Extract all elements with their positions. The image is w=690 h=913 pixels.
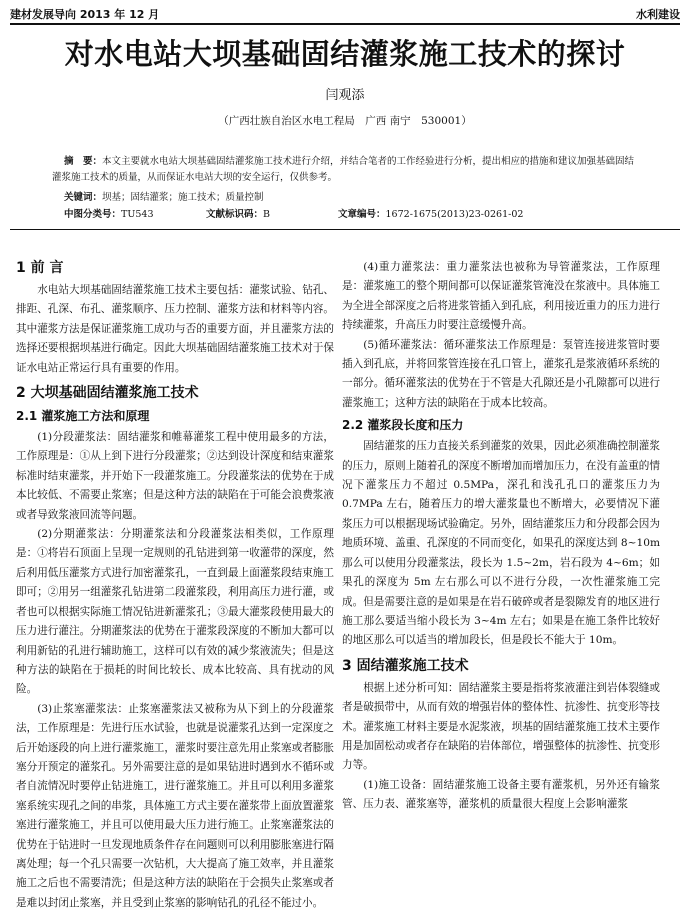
paragraph: 固结灌浆的压力直接关系到灌浆的效果，因此必须准确控制灌浆的压力，原则上随着孔的深度不断增加而增加压力，在没有盖重的情况下灌浆压力不超过 0.5MPa，深孔和浅孔孔口的灌浆压力为 0.7MPa 左右，随着压力的增大灌浆量也不断增大，必要情况下灌浆压力可以根据现场试验确定。另外，固结灌浆压力和分段都会因为地质环境、盖重、孔深度的不同而变化，如果孔的深度达到 8~10m 那么可以使用分段灌浆法，段长为 1.5~2m，岩石段为 4~6m；如果孔的深度为 5m 左右那么可以不进行分段，一次性灌浆施工完成。但是需要注意的是如果是在岩石破碎或者是裂隙发育的地区进行施工那么要适当缩小段长为 3~4m 左右；如果是在施工条件比较好的地区那么可以适当的增加段长，但是段长不能大于 10m。 <box>342 440 660 647</box>
journal-issue: 建材发展导向 2013 年 12 月 <box>10 8 160 21</box>
clc-label: 中图分类号： <box>64 209 122 220</box>
doc-label: 文献标识码： <box>206 209 264 220</box>
paragraph: (1)分段灌浆法：固结灌浆和帷幕灌浆工程中使用最多的方法，工作原理是：①从上到下进行分段灌浆；②达到设计深度和结束灌浆标准时结束灌浆，并开始下一段灌浆施工。分段灌浆法的优势在于成本比较低、不需要止浆塞；但是这种方法的缺陷在于可能会浪费浆液或者导致浆液回流等问题。 <box>16 431 334 521</box>
article-label: 文章编号： <box>338 209 386 220</box>
header-divider <box>10 23 680 25</box>
section-3-heading: 3 固结灌浆施工技术 <box>342 657 469 674</box>
keywords-label: 关键词： <box>64 192 103 203</box>
paragraph: (2)分期灌浆法：分期灌浆法和分段灌浆法相类似，工作原理是：①将岩石顶面上呈现一定规则的孔钻进到第一收灌带的深度，然后利用低压灌浆方式进行加密灌浆孔，一直到最上面灌浆段结束施工即可；②用另一组灌浆孔钻进第二段灌浆段，利用高压力进行灌，或者也可以根据实际施工情况钻进新灌浆孔；③最大灌浆段使用最大的压力进行灌注。分期灌浆法的优势在于灌浆段深度的不断加大都可以利用新钻的孔进行辅助施工，这样可以有效的减少浆液流失；但是这种方法的缺陷在于损耗的时间比较长、成本比较高、具有扰动的风险。 <box>16 528 334 696</box>
abstract-text: 本文主要就水电站大坝基础固结灌浆施工技术进行介绍，并结合笔者的工作经验进行分析，提出相应的措施和建议加强基础固结灌浆施工技术的质量，从而保证水电站大坝的安全运行，仅供参考。 <box>52 156 635 183</box>
running-header <box>10 4 680 22</box>
abstract-label: 摘 要： <box>64 156 103 167</box>
doc-value: B <box>263 209 270 220</box>
paragraph: (5)循环灌浆法：循环灌浆法工作原理是：泵管连接进浆管时要插入到孔底，并将回浆管连接在孔口管上，灌浆孔是浆液循环系统的一部分。循环灌浆法的优势在于不管是大孔隙还是小孔隙都可以进行灌浆施工；这种方法的缺陷在于成本比较高。 <box>342 338 660 409</box>
section-label: 水利建设 <box>636 8 680 21</box>
article-meta <box>64 206 650 220</box>
right-column <box>342 258 660 815</box>
document-code <box>206 206 338 220</box>
paragraph: 水电站大坝基础固结灌浆施工技术主要包括：灌浆试验、钻孔、排距、孔深、布孔、灌浆顺序、压力控制、灌浆方法和材料等内容。其中灌浆方法是保证灌浆施工成功与否的重要方面，并且灌浆方法的选择还要根据坝基进行确定。因此大坝基础固结灌浆施工技术对于保证水电站正常运行具有重要的作用。 <box>16 284 334 374</box>
paragraph: (3)止浆塞灌浆法：止浆塞灌浆法又被称为从下到上的分段灌浆法，工作原理是：先进行压水试验，也就是说灌浆孔达到一定深度之后开始逐段的向上进行灌浆施工，灌浆时要注意先用止浆塞或者膨胀塞分开预定的灌浆孔。另外需要注意的是如果钻进时遇到水不循环或者自流情况时要停止钻进施工，进行灌浆施工。并且可以利用多灌浆塞系统实现孔之间的串浆，具体施工方式主要在灌浆带上面放置灌浆塞进行灌浆施工，并且可以使用最大压力进行施工。止浆塞灌浆法的优势在于钻进时一旦发现地质条件存在问题则可以利用膨胀塞进行隔离处理；每一个孔只需要一次钻机，大大提高了施工效率，并且灌浆施工之后也不需要清洗；但是这种方法的缺陷在于会损失止浆塞或者是难以封闭止浆塞，并且受到止浆塞的影响钻孔的孔径不能过小。 <box>16 702 334 909</box>
section-2-2-heading: 2.2 灌浆段长度和压力 <box>342 418 464 433</box>
article-title: 对水电站大坝基础固结灌浆施工技术的探讨 <box>64 37 626 71</box>
paragraph: (1)施工设备：固结灌浆施工设备主要有灌浆机，另外还有输浆管、压力表、灌浆塞等，灌浆机的质量很大程度上会影响灌浆 <box>342 778 660 811</box>
clc-number <box>64 206 206 220</box>
affiliation: （广西壮族自治区水电工程局 广西 南宁 530001） <box>218 115 472 127</box>
author: 闫观添 <box>325 88 365 103</box>
body-divider <box>10 229 680 230</box>
paragraph: 根据上述分析可知：固结灌浆主要是指将浆液灌注到岩体裂缝或者是破损带中，从而有效的增强岩体的整体性、抗渗性、抗变形等技术。灌浆施工材料主要是水泥浆液，坝基的固结灌浆施工技术主要作用是加固松动或者存在缺陷的岩体部位，增强整体的抗渗性、抗变形力等。 <box>342 681 660 772</box>
keywords-text: 坝基；固结灌浆；施工技术；质量控制 <box>102 192 264 203</box>
section-2-1-heading: 2.1 灌浆施工方法和原理 <box>16 409 150 424</box>
section-2-heading: 2 大坝基础固结灌浆施工技术 <box>16 385 199 402</box>
left-column <box>16 253 334 913</box>
keywords <box>64 189 264 203</box>
section-1-heading: 1 前 言 <box>16 260 64 276</box>
article-number <box>338 206 523 220</box>
abstract <box>52 154 640 186</box>
paragraph: (4)重力灌浆法：重力灌浆法也被称为导管灌浆法，工作原理是：灌浆施工的整个期间都可以保证灌浆管淹没在浆液中。具体施工为全进全部深度之后将进浆管插入到孔底，利用接近重力的压力进行持续灌浆，升高压力时要注意缓慢升高。 <box>342 261 660 332</box>
article-value: 1672-1675(2013)23-0261-02 <box>385 209 524 220</box>
clc-value: TU543 <box>121 209 154 220</box>
